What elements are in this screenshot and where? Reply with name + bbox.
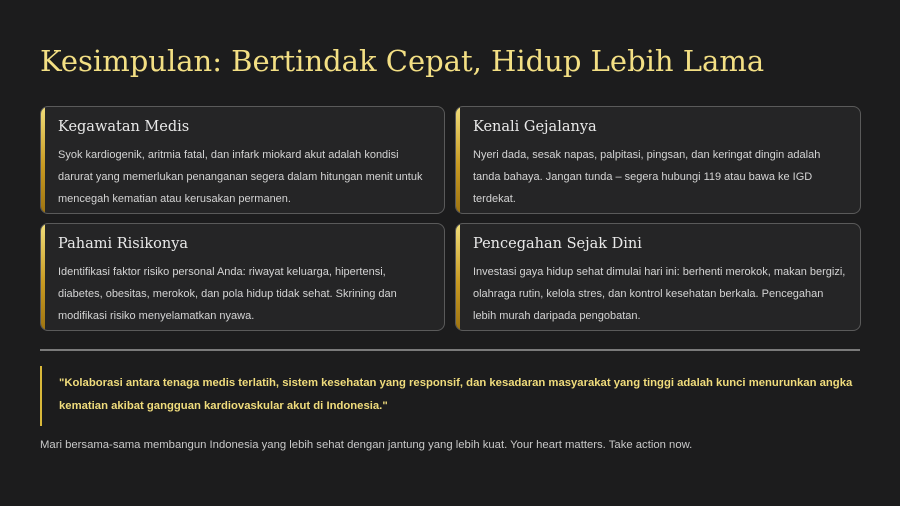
card-kenali-gejalanya [455,106,861,214]
card-title: Pahami Risikonya [58,236,189,252]
card-pencegahan-sejak-dini [455,223,861,331]
card-accent-bar [41,107,45,213]
card-kegawatan-medis [40,106,445,214]
footer-text: Mari bersama-sama membangun Indonesia yang lebih sehat dengan jantung yang lebih kuat. Your heart matters. Take action now. [40,439,693,451]
card-title: Kenali Gejalanya [473,119,597,135]
card-accent-bar [41,224,45,330]
card-accent-bar [456,224,460,330]
card-body: Identifikasi faktor risiko personal Anda: riwayat keluarga, hipertensi, diabetes, obesitas, merokok, dan pola hidup tidak sehat. Skrining dan modifikasi risiko menyelamatkan nyawa. [58,266,397,322]
card-body: Syok kardiogenik, aritmia fatal, dan infark miokard akut adalah kondisi darurat yang memerlukan penanganan segera dalam hitungan menit untuk mencegah kematian atau kerusakan permanen. [58,149,423,205]
card-body: Nyeri dada, sesak napas, palpitasi, pingsan, dan keringat dingin adalah tanda bahaya. Jangan tunda – segera hubungi 119 atau bawa ke IGD terdekat. [473,149,821,205]
card-accent-bar [456,107,460,213]
card-pahami-risikonya [40,223,445,331]
card-title: Kegawatan Medis [58,119,190,135]
card-title: Pencegahan Sejak Dini [473,236,642,252]
section-divider [40,349,860,351]
card-body: Investasi gaya hidup sehat dimulai hari ini: berhenti merokok, makan bergizi, olahraga rutin, kelola stres, dan kontrol kesehatan berkala. Pencegahan lebih murah daripada pengobatan. [473,266,846,322]
highlight-quote: "Kolaborasi antara tenaga medis terlatih, sistem kesehatan yang responsif, dan kesadaran masyarakat yang tinggi adalah kunci menurunkan angka kematian akibat gangguan kardiovaskular akut di Indonesia." [40,366,860,426]
page-title: Kesimpulan: Bertindak Cepat, Hidup Lebih Lama [40,44,765,78]
